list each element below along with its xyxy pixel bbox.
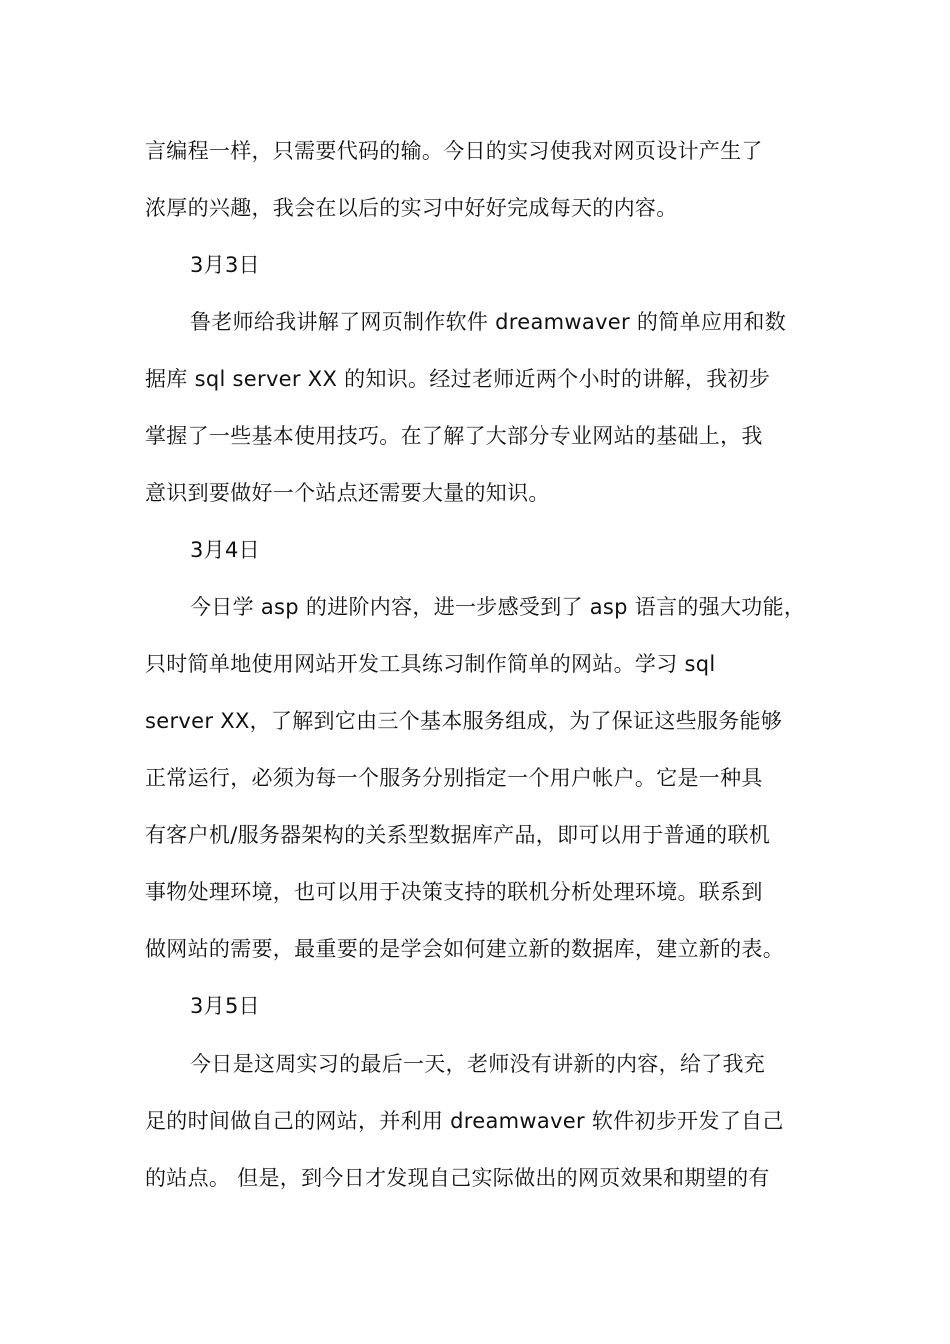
body-line: server XX，了解到它由三个基本服务组成，为了保证这些服务能够: [145, 709, 783, 733]
body-line: 有客户机/服务器架构的关系型数据库产品，即可以用于普通的联机: [145, 823, 771, 847]
paragraph-first-line: 今日学 asp 的进阶内容，进一步感受到了 asp 语言的强大功能，: [190, 595, 806, 619]
body-line: 的站点。 但是，到今日才发现自己实际做出的网页效果和期望的有: [145, 1166, 770, 1190]
date-heading: 3月3日: [190, 253, 260, 277]
body-line: 据库 sql server XX 的知识。经过老师近两个小时的讲解，我初步: [145, 367, 771, 391]
body-line: 掌握了一些基本使用技巧。在了解了大部分专业网站的基础上，我: [145, 424, 763, 448]
paragraph-first-line: 今日是这周实习的最后一天，老师没有讲新的内容，给了我充: [190, 1052, 766, 1076]
date-heading: 3月5日: [190, 994, 260, 1018]
body-line: 事物处理环境，也可以用于决策支持的联机分析处理环境。联系到: [145, 880, 763, 904]
body-line: 足的时间做自己的网站，并利用 dreamwaver 软件初步开发了自己: [145, 1109, 784, 1133]
body-line: 意识到要做好一个站点还需要大量的知识。: [145, 481, 550, 505]
body-line: 做网站的需要，最重要的是学会如何建立新的数据库，建立新的表。: [145, 937, 784, 961]
body-line: 言编程一样，只需要代码的输。今日的实习使我对网页设计产生了: [145, 139, 763, 163]
body-line: 正常运行，必须为每一个服务分别指定一个用户帐户。它是一种具: [145, 766, 763, 790]
date-heading: 3月4日: [190, 538, 260, 562]
body-line: 只时简单地使用网站开发工具练习制作简单的网站。学习 sql: [145, 652, 716, 676]
paragraph-first-line: 鲁老师给我讲解了网页制作软件 dreamwaver 的简单应用和数: [190, 310, 787, 334]
body-line: 浓厚的兴趣，我会在以后的实习中好好完成每天的内容。: [145, 196, 678, 220]
